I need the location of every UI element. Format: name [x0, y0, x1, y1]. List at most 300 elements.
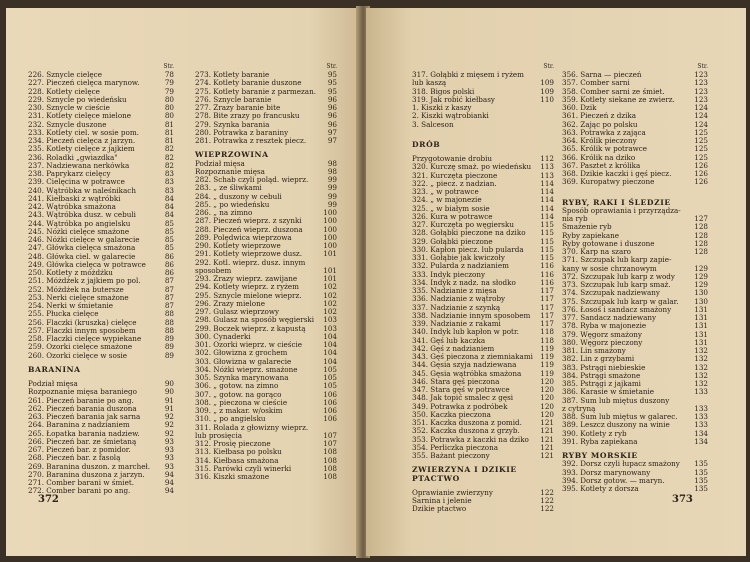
entry-title: 383. Pstrągi niebieskie: [562, 363, 646, 372]
index-entry: [28, 286, 174, 294]
entry-title: 364. Królik pieczony: [562, 137, 637, 145]
index-entry: [28, 195, 174, 203]
entry-title: 255. Płucka cielęce: [28, 310, 99, 319]
entry-title: 237. Nadziewana nerkówka: [28, 161, 130, 170]
entry-title: 236. Roladki „gwiazdka": [28, 153, 118, 162]
entry-page: 124: [694, 111, 708, 121]
entry-title: 290. Kotlety wieprzowe: [195, 242, 281, 250]
entry-title: 315. Parówki czyli winerki: [195, 464, 292, 473]
entry-page: 104: [323, 356, 337, 366]
entry-page: 99: [327, 175, 337, 184]
entry-title: 259. Ozorki cielęce smażone: [28, 343, 133, 352]
entry-title: 284. „ duszony w cebuli: [195, 192, 282, 201]
index-entry: [28, 145, 174, 153]
entry-page: 123: [694, 78, 708, 88]
index-entry: [28, 79, 174, 87]
entry-title: 260. Ozorki cielęce w sosie: [28, 351, 128, 360]
entry-page: 98: [327, 166, 337, 176]
index-entry: [195, 292, 337, 300]
entry-page: 93: [164, 453, 174, 463]
entry-title: 387. Sum lub miętus duszony: [562, 396, 670, 405]
entry-page: 123: [694, 94, 708, 104]
entry-page: 87: [164, 301, 174, 310]
entry-page: 126: [694, 169, 708, 178]
entry-title: 257. Flaczki innym sposobem: [28, 326, 136, 335]
entry-title: 347. Stara gęś w potrawce: [412, 386, 510, 394]
index-entry: [412, 246, 554, 254]
section-heading: WIEPRZOWINA: [195, 150, 269, 160]
entry-title: 363. Potrawka z zająca: [562, 128, 646, 137]
section-heading: RYBY, RAKI I ŚLEDZIE: [562, 197, 671, 207]
index-entry: [195, 137, 337, 145]
entry-page: 92: [164, 428, 174, 438]
entry-page: 109: [540, 86, 554, 96]
entry-title: Sarnina i jelenie: [412, 497, 472, 505]
entry-title: 242. Wątróbka smażona: [28, 203, 116, 211]
entry-page: 115: [540, 236, 554, 246]
entry-title: 239. Cielęcina w potrawce: [28, 178, 125, 187]
index-column-right-1: [412, 63, 554, 514]
entry-title: Podział mięsa: [28, 380, 78, 388]
entry-title: 349. Potrawka z podróbek: [412, 402, 508, 411]
index-entry: [562, 121, 708, 129]
entry-title: 317. Gołąbki z mięsem i ryżem: [412, 71, 524, 79]
entry-title: 250. Kotlety z móżdżku: [28, 269, 113, 277]
index-entry: [412, 337, 554, 345]
entry-page: 121: [540, 442, 554, 452]
entry-page: 82: [164, 160, 174, 170]
index-entry: [562, 145, 708, 153]
entry-title: 271. Comber barani w śmiet.: [28, 479, 134, 487]
index-entry: [28, 277, 174, 285]
entry-page: 106: [323, 406, 337, 415]
entry-title: 326. Kura w potrawce: [412, 212, 493, 221]
index-entry: [412, 378, 554, 386]
entry-page: 105: [323, 381, 337, 391]
entry-page: 82: [164, 144, 174, 154]
entry-title: 263. Pieczeń barania jak sarna: [28, 413, 141, 421]
index-entry: [195, 176, 337, 184]
entry-page: 132: [694, 370, 708, 380]
entry-page: 90: [164, 379, 174, 388]
entry-title: 294. Kotlety wieprz. z ryżem: [195, 283, 299, 292]
entry-page: 135: [694, 459, 708, 469]
index-entry: [562, 256, 708, 264]
index-entry: [195, 283, 337, 291]
index-column-left-1: [28, 63, 174, 496]
entry-page: 78: [164, 70, 174, 79]
entry-page: 108: [323, 455, 337, 465]
index-entry: [195, 407, 337, 415]
index-entry: [195, 325, 337, 333]
index-entry: [28, 397, 174, 405]
entry-page: 84: [164, 210, 174, 220]
entry-title: 245. Nóżki cielęce smażone: [28, 227, 130, 236]
index-entry: [562, 322, 708, 330]
index-entry: [195, 71, 337, 79]
entry-page: 110: [540, 94, 554, 104]
entry-page: 130: [694, 288, 708, 298]
section-heading: BARANINA: [28, 364, 81, 374]
entry-page: 102: [323, 298, 337, 308]
entry-title: 323. „ w potrawce: [412, 188, 479, 196]
entry-title: 306. „ gotow. na zimno: [195, 382, 279, 391]
index-entry: [412, 112, 554, 120]
index-entry: [28, 302, 174, 310]
index-entry: [562, 469, 708, 477]
index-entry: [195, 96, 337, 104]
entry-title: 265. Łopatka barania nadziew.: [28, 429, 140, 438]
entry-title: 240. Wątróbka w naleśnikach: [28, 186, 136, 195]
entry-page: 128: [694, 247, 708, 256]
entry-title: 228. Kotlety cielęce: [28, 87, 100, 96]
entry-title: 3. Salceson: [412, 120, 454, 129]
index-entry: [412, 271, 554, 279]
entry-page: 94: [164, 469, 174, 479]
entry-page: 81: [164, 119, 174, 129]
index-entry: [195, 250, 337, 258]
entry-title: 362. Zając po polsku: [562, 120, 638, 129]
entry-page: 99: [327, 199, 337, 209]
entry-title: 226. Sznycle cielęce: [28, 71, 102, 79]
page-number-left: 372: [38, 494, 59, 505]
index-entry: [28, 438, 174, 446]
index-entry: [562, 347, 708, 355]
index-entry: [562, 331, 708, 339]
index-entry: [562, 388, 708, 396]
entry-page: 80: [164, 111, 174, 121]
entry-page: 121: [540, 418, 554, 427]
index-entry: [412, 254, 554, 262]
index-entry: [195, 242, 337, 250]
entry-page: 83: [164, 177, 174, 187]
entry-title: 342. Gęś z nadzianiem: [412, 344, 495, 353]
entry-title: 372. Szczupak lub karp z wody: [562, 272, 675, 281]
entry-title: 338. Nadzianie innym sposobem: [412, 311, 531, 320]
entry-title: 356. Sarna — pieczeń: [562, 71, 642, 79]
entry-title: 238. Paprykarz cielęcy: [28, 170, 111, 178]
index-entry: [195, 440, 337, 448]
index-entry: [562, 207, 708, 215]
entry-title: 287. Pieczeń wieprz. z szynki: [195, 217, 302, 226]
index-entry: [412, 444, 554, 452]
entry-page: 123: [694, 70, 708, 79]
entry-page: 129: [694, 280, 708, 289]
entry-title: 298. Gulasz na sposób węgierski: [195, 316, 315, 325]
entry-page: 100: [323, 241, 337, 250]
entry-page: 135: [694, 467, 708, 477]
index-entry: [412, 386, 554, 394]
index-entry: [562, 306, 708, 314]
entry-title: 243. Wątróbka dusz. w cebuli: [28, 211, 136, 220]
entry-page: 103: [323, 323, 337, 333]
entry-title: 384. Pstrągi smażone: [562, 371, 641, 380]
index-entry: [195, 316, 337, 324]
index-entry: [28, 413, 174, 421]
entry-page: 86: [164, 251, 174, 261]
entry-page: 99: [327, 191, 337, 201]
entry-page: 133: [694, 403, 708, 413]
entry-title: 376. Łosoś i sandacz smażony: [562, 305, 672, 314]
entry-title: 281. Potrawka z resztek piecz.: [195, 137, 307, 145]
entry-title: 249. Główka cielęca w potrawce: [28, 260, 146, 269]
entry-page: 116: [540, 261, 554, 271]
index-entry: [195, 129, 337, 137]
entry-page: 114: [540, 187, 554, 196]
entry-title: 262. Pieczeń barania duszona: [28, 404, 137, 413]
entry-page: 131: [694, 329, 708, 339]
entry-page: 85: [164, 218, 174, 228]
entry-page: 117: [540, 319, 554, 328]
entry-page: 95: [327, 70, 337, 79]
entry-title: 273. Kotlety baranie: [195, 71, 270, 79]
entry-page: 108: [323, 463, 337, 473]
index-entry: [412, 79, 554, 87]
entry-title: 282. Schab czyli poląd. wieprz.: [195, 176, 309, 184]
index-entry: [28, 96, 174, 104]
entry-page: 100: [323, 216, 337, 226]
entry-title: 322. „ piecz. z nadzian.: [412, 179, 497, 188]
entry-page: 126: [694, 177, 708, 187]
entry-page: 92: [164, 420, 174, 430]
index-entry: [562, 314, 708, 322]
entry-title: 374. Szczupak nadziewany: [562, 289, 660, 298]
entry-page: 107: [323, 439, 337, 448]
entry-title: 357. Comber sarni: [562, 79, 630, 88]
entry-title: 379. Węgorz smażony: [562, 330, 642, 339]
index-entry: [562, 265, 708, 273]
index-entry: [562, 421, 708, 429]
entry-page: 87: [164, 276, 174, 286]
index-entry: [28, 71, 174, 79]
entry-page: 100: [323, 224, 337, 234]
entry-page: [538, 104, 554, 112]
page-column-label: Str.: [543, 63, 554, 70]
entry-page: 85: [164, 243, 174, 253]
index-entry: [412, 295, 554, 303]
entry-title: 267. Pieczeń bar. z pomidor.: [28, 446, 131, 454]
entry-title: 340. Indyk lub kapłon w potr.: [412, 328, 519, 337]
entry-page: 84: [164, 202, 174, 211]
index-entry: [195, 234, 337, 242]
index-entry: [195, 448, 337, 456]
index-entry: [195, 217, 337, 225]
entry-page: 88: [164, 317, 174, 327]
entry-page: 129: [694, 263, 708, 273]
entry-title: 291. Kotlety wieprzowe dusz.: [195, 250, 303, 259]
entry-page: 101: [323, 274, 337, 283]
index-entry: [562, 112, 708, 120]
page-number-right: 373: [672, 494, 693, 505]
entry-page: 114: [540, 195, 554, 205]
entry-page: [538, 112, 554, 120]
index-entry: [562, 170, 708, 178]
entry-title: 388. Sum lub miętus w galarec.: [562, 413, 678, 421]
entry-page: 115: [540, 253, 554, 262]
entry-page: 112: [540, 154, 554, 163]
entry-page: 125: [694, 136, 708, 145]
entry-page: [538, 121, 554, 129]
entry-title: 246. Nóżki cielęce w galarecie: [28, 236, 140, 244]
entry-page: 81: [164, 127, 174, 137]
entry-title: 261. Pieczeń baranie po ang.: [28, 396, 134, 405]
entry-page: 102: [323, 290, 337, 300]
entry-page: 88: [164, 309, 174, 319]
entry-title: 299. Boczek wieprz. z kapustą: [195, 324, 306, 333]
entry-page: 115: [540, 244, 554, 254]
entry-title: 344. Gęsia szyja nadziewana: [412, 361, 517, 370]
index-entry: [28, 170, 174, 178]
index-entry: [28, 162, 174, 170]
entry-page: 119: [540, 352, 554, 361]
entry-page: 105: [323, 373, 337, 382]
entry-page: 96: [327, 119, 337, 129]
index-entry: [195, 184, 337, 192]
index-entry: [562, 380, 708, 388]
entry-title: 241. Kiełbaski z wątróbki: [28, 194, 121, 203]
index-entry: [562, 178, 708, 186]
index-entry: [562, 137, 708, 145]
entry-title: sposobem: [195, 266, 232, 275]
entry-page: 135: [694, 475, 708, 485]
entry-title: 335. Nadzianie z mięsa: [412, 287, 497, 295]
entry-title: Ryby zapiekane: [562, 231, 620, 240]
entry-title: 266. Pieczeń bar. ze śmietaną: [28, 437, 137, 446]
index-entry: [195, 168, 337, 176]
index-entry: [562, 281, 708, 289]
index-entry: [562, 477, 708, 485]
entry-page: 117: [540, 310, 554, 320]
entry-page: 104: [323, 340, 337, 349]
entry-page: 101: [323, 249, 337, 259]
index-entry: [562, 485, 708, 493]
entry-page: 79: [164, 86, 174, 96]
entry-title: kany w sosie chrzanowym: [562, 264, 657, 273]
entry-page: 87: [164, 292, 174, 302]
entry-page: 125: [694, 144, 708, 154]
entry-page: 88: [164, 325, 174, 335]
entry-title: 333. Indyk pieczony: [412, 270, 486, 279]
entry-page: 96: [327, 111, 337, 121]
entry-title: Smażenie ryb: [562, 223, 612, 232]
entry-page: 133: [694, 412, 708, 421]
index-entry: [412, 394, 554, 402]
index-entry: [195, 267, 337, 275]
entry-title: 1. Kiszki z kaszy: [412, 104, 472, 112]
entry-page: 117: [540, 302, 554, 312]
index-entry: [562, 104, 708, 112]
entry-title: 247. Główka cielęca smażona: [28, 244, 136, 253]
entry-page: 117: [540, 286, 554, 295]
index-entry: [562, 364, 708, 372]
entry-page: 118: [540, 335, 554, 345]
index-entry: [562, 129, 708, 137]
entry-page: 120: [540, 376, 554, 386]
entry-page: 99: [327, 183, 337, 193]
entry-title: 233. Kotlety ciel. w sosie pom.: [28, 128, 139, 137]
entry-page: 128: [694, 230, 708, 240]
section-heading: DRÓB: [412, 139, 441, 149]
entry-page: 104: [323, 348, 337, 358]
index-entry: [412, 345, 554, 353]
entry-title: 293. Zrazy wieprz. zawijane: [195, 275, 298, 283]
entry-page: 132: [694, 379, 708, 388]
entry-title: 320. Kurczę smaż. po wiedeńsku: [412, 163, 532, 172]
entry-page: 127: [694, 214, 708, 223]
index-entry: [28, 269, 174, 277]
entry-page: 135: [694, 484, 708, 493]
entry-title: Ryby gotowane i duszone: [562, 239, 655, 248]
entry-page: 113: [540, 170, 554, 180]
index-entry: [195, 209, 337, 217]
entry-title: 361. Pieczeń z dzika: [562, 112, 637, 121]
index-entry: [412, 505, 554, 513]
entry-title: 314. Kiełbasa smażona: [195, 456, 279, 465]
entry-page: 126: [694, 160, 708, 170]
entry-title: 353. Potrawka z kaczki na dziko: [412, 435, 529, 444]
entry-page: 107: [323, 430, 337, 440]
entry-page: 91: [164, 403, 174, 413]
index-entry: [28, 352, 174, 360]
entry-page: 84: [164, 193, 174, 203]
entry-page: 131: [694, 337, 708, 347]
entry-title: 360. Dzik: [562, 104, 597, 112]
index-entry: [412, 71, 554, 79]
entry-page: 128: [694, 238, 708, 248]
index-entry: [562, 372, 708, 380]
entry-title: 300. Cynaderki: [195, 332, 251, 341]
entry-page: 124: [694, 119, 708, 129]
entry-title: 368. Dzikie kaczki i gęś piecz.: [562, 170, 672, 178]
left-page: [6, 8, 362, 556]
index-entry: [28, 203, 174, 211]
index-entry: [412, 188, 554, 196]
entry-page: 79: [164, 78, 174, 88]
index-entry: [195, 121, 337, 129]
entry-title: 230. Sznycle w cieście: [28, 104, 110, 112]
entry-title: 325. „ w białym sosie: [412, 204, 490, 213]
entry-title: 272. Comber barani po ang.: [28, 487, 131, 496]
index-entry: [28, 463, 174, 471]
index-entry: [412, 279, 554, 287]
index-entry: [28, 137, 174, 145]
entry-page: 89: [164, 334, 174, 343]
index-entry: [412, 180, 554, 188]
entry-title: 311. Rolada z głowizny wieprz.: [195, 423, 309, 432]
entry-title: 248. Główka ciel. w galarecie: [28, 252, 136, 261]
entry-title: 348. Jak topić smalec z gęsi: [412, 394, 514, 403]
entry-page: 96: [327, 94, 337, 104]
index-entry: [28, 294, 174, 302]
index-entry: [412, 229, 554, 237]
entry-page: 102: [323, 282, 337, 292]
entry-title: 313. Kiełbasa po polsku: [195, 448, 282, 457]
index-entry: [195, 341, 337, 349]
index-column-left-2: [195, 63, 337, 481]
index-entry: [195, 79, 337, 87]
index-entry: [28, 88, 174, 96]
entry-page: 93: [164, 461, 174, 471]
entry-title: Sposób oprawiania i przyrządza-: [562, 206, 681, 215]
entry-title: 330. Kapłon piecz. lub pularda: [412, 245, 524, 254]
index-entry: [195, 349, 337, 357]
entry-title: Rozpoznanie mięsa baraniego: [28, 388, 137, 397]
index-entry: [28, 405, 174, 413]
index-entry: [562, 79, 708, 87]
index-entry: [412, 304, 554, 312]
entry-page: 114: [540, 178, 554, 188]
entry-title: 367. Pasztet z królika: [562, 161, 641, 170]
